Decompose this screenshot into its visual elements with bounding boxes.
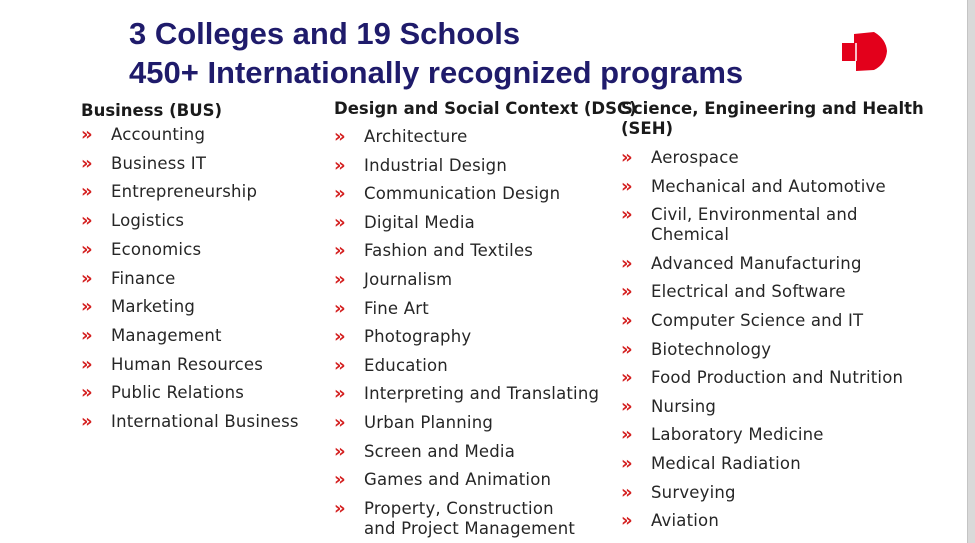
chevron-right-icon: »	[334, 440, 343, 462]
title-line-2: 450+ Internationally recognized programs	[129, 55, 744, 90]
program-label: Photography	[364, 327, 472, 347]
column-science-engineering-health	[621, 99, 924, 532]
title-line-1: 3 Colleges and 19 Schools	[129, 16, 521, 51]
chevron-right-icon: »	[334, 469, 343, 491]
program-label: Finance	[111, 268, 176, 288]
program-label: Communication Design	[364, 184, 561, 204]
program-label: Accounting	[111, 125, 206, 144]
chevron-right-icon: »	[334, 497, 343, 519]
chevron-right-icon: »	[621, 338, 630, 360]
chevron-right-icon: »	[621, 395, 630, 417]
program-label: Architecture	[364, 127, 468, 146]
program-label: Journalism	[364, 270, 453, 289]
program-label: Civil, Environmental and Chemical	[651, 205, 858, 245]
chevron-right-icon: »	[81, 411, 90, 432]
chevron-right-icon: »	[621, 252, 630, 274]
red-shield-logo-icon	[840, 29, 888, 73]
chevron-right-icon: »	[621, 310, 630, 331]
column-heading: Business (BUS)	[81, 101, 223, 120]
chevron-right-icon: »	[334, 297, 343, 319]
column-design-social-context	[334, 99, 637, 538]
program-label: Human Resources	[111, 354, 264, 374]
chevron-right-icon: »	[334, 126, 343, 147]
program-label: Industrial Design	[364, 155, 507, 175]
program-label: Entrepreneurship	[111, 182, 258, 202]
chevron-right-icon: »	[334, 183, 343, 205]
chevron-right-icon: »	[81, 124, 90, 145]
chevron-right-icon: »	[334, 211, 343, 233]
program-label: Surveying	[651, 482, 736, 502]
chevron-right-icon: »	[334, 326, 343, 348]
program-label: Interpreting and Translating	[364, 384, 600, 404]
window-edge	[967, 0, 975, 543]
chevron-right-icon: »	[621, 367, 630, 389]
program-label: Food Production and Nutrition	[651, 368, 904, 388]
program-label: Logistics	[111, 211, 185, 231]
column-heading: Design and Social Context (DSC)	[334, 99, 637, 118]
program-label: Fashion and Textiles	[364, 241, 534, 261]
chevron-right-icon: »	[621, 424, 630, 446]
chevron-right-icon: »	[81, 152, 90, 174]
chevron-right-icon: »	[334, 354, 343, 376]
column-business	[81, 101, 316, 432]
program-label: Biotechnology	[651, 339, 772, 359]
chevron-right-icon: »	[81, 353, 90, 375]
chevron-right-icon: »	[334, 269, 343, 290]
program-label: Laboratory Medicine	[651, 425, 824, 445]
program-label: Digital Media	[364, 212, 475, 232]
chevron-right-icon: »	[621, 453, 630, 474]
chevron-right-icon: »	[81, 181, 90, 203]
chevron-right-icon: »	[621, 481, 630, 503]
chevron-right-icon: »	[81, 267, 90, 289]
program-label: Management	[111, 325, 222, 345]
program-label: Public Relations	[111, 383, 245, 403]
program-label: Nursing	[651, 396, 717, 416]
program-label: Medical Radiation	[651, 454, 801, 473]
column-heading: Science, Engineering and Health (SEH)	[621, 99, 924, 138]
chevron-right-icon: »	[621, 281, 630, 303]
chevron-right-icon: »	[621, 147, 630, 168]
program-label: Property, Construction and Project Management	[364, 498, 576, 538]
chevron-right-icon: »	[334, 154, 343, 176]
chevron-right-icon: »	[81, 238, 90, 260]
chevron-right-icon: »	[334, 240, 343, 262]
program-label: Games and Animation	[364, 470, 552, 490]
program-label: Advanced Manufacturing	[651, 253, 862, 273]
chevron-right-icon: »	[81, 296, 90, 318]
program-label: Urban Planning	[364, 413, 494, 432]
program-label: Electrical and Software	[651, 282, 846, 302]
program-label: Mechanical and Automotive	[651, 176, 886, 196]
program-label: Marketing	[111, 297, 196, 317]
program-label: Economics	[111, 239, 202, 259]
chevron-right-icon: »	[334, 383, 343, 405]
chevron-right-icon: »	[621, 204, 630, 226]
program-label: Aviation	[651, 511, 719, 531]
chevron-right-icon: »	[621, 510, 630, 532]
chevron-right-icon: »	[334, 412, 343, 433]
program-label: Business IT	[111, 153, 207, 173]
chevron-right-icon: »	[621, 175, 630, 197]
chevron-right-icon: »	[81, 324, 90, 346]
chevron-right-icon: »	[81, 382, 90, 404]
slide-title	[129, 14, 743, 92]
program-label: Screen and Media	[364, 441, 516, 461]
program-label: Computer Science and IT	[651, 311, 864, 330]
program-label: International Business	[111, 412, 299, 431]
program-label: Education	[364, 355, 448, 375]
program-label: Aerospace	[651, 148, 739, 167]
chevron-right-icon: »	[81, 210, 90, 232]
program-label: Fine Art	[364, 298, 429, 318]
